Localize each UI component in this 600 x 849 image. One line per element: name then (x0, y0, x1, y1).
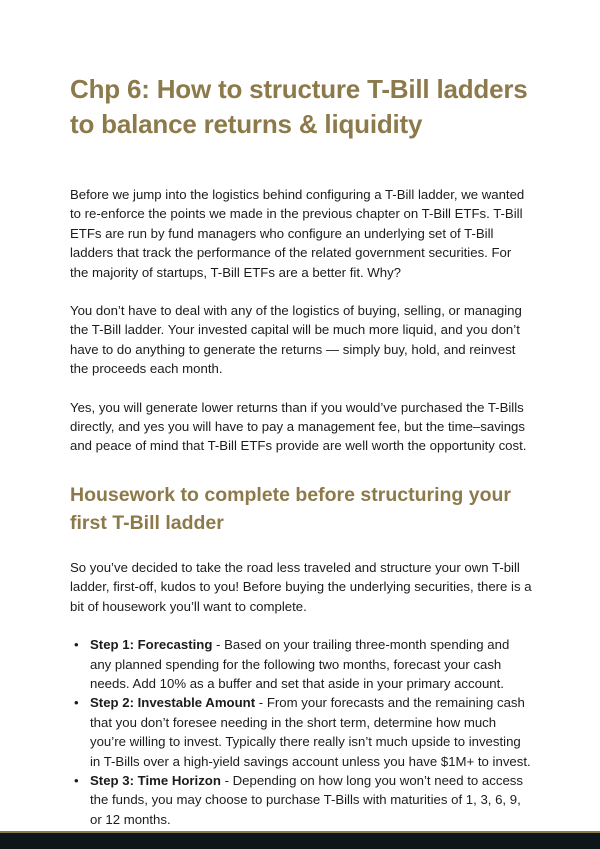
section-title (70, 481, 532, 537)
chapter-title-line-1: Chp 6: How to structure T-Bill ladders (70, 74, 528, 104)
paragraph-etf-tradeoff: Yes, you will generate lower returns than if you would’ve purchased the T-Bills directly, and yes you will have to pay a management fee, but the time–savings and peace of mind that T-Bill ETFs provide are well worth the opportunity cost. (70, 399, 527, 454)
step-label: Step 1: Forecasting (90, 637, 213, 653)
section-title-line-2: first T-Bill ladder (70, 511, 224, 534)
footer-accent-line (0, 831, 600, 833)
page-content (70, 72, 532, 829)
step-label: Step 3: Time Horizon (90, 772, 221, 788)
step-text: - From your forecasts and the remaining cash that you don’t foresee needing in the short term, determine how much you’re willing to invest. Typically there really isn’t much upside to investing in T-Bills over a high-yield savings account unless you have $1M+ to invest. (90, 695, 531, 769)
bullet-icon: • (74, 772, 79, 788)
paragraph-etf-logistics: You don’t have to deal with any of the logistics of buying, selling, or managing the T-Bill ladder. Your invested capital will be much more liquid, and you don’t have to do anything to generate the returns — simply buy, hold, and reinvest the proceeds each month. (70, 303, 522, 377)
step-text: - Based on your trailing three-month spending and any planned spending for the following two months, forecast your cash needs. Add 10% as a buffer and set that aside in your primary account. (90, 637, 510, 691)
footer-bar (0, 831, 600, 849)
chapter-title-line-2: to balance returns & liquidity (70, 109, 423, 139)
steps-list (70, 635, 532, 829)
section-intro-paragraph: So you’ve decided to take the road less traveled and structure your own T-bill ladder, first-off, kudos to you! Before buying the underlying securities, there is a bit of housework you’ll want to complete. (70, 559, 532, 614)
step-label: Step 2: Investable Amount (90, 695, 256, 711)
list-item (70, 693, 532, 771)
paragraph-etf-intro: Before we jump into the logistics behind configuring a T-Bill ladder, we wanted to re-enforce the points we made in the previous chapter on T-Bill ETFs. T-Bill ETFs are run by fund managers who configure an underlying set of T-Bill ladders that track the performance of the related government securities. For the majority of startups, T-Bill ETFs are a better fit. Why? (70, 187, 525, 280)
bullet-icon: • (74, 695, 79, 711)
step-text: - Depending on how long you won’t need to access the funds, you may choose to purchase T-Bills with maturities of 1, 3, 6, 9, or 12 months. (90, 772, 523, 827)
chapter-title (70, 72, 532, 142)
list-item (70, 771, 532, 829)
bullet-icon: • (74, 637, 79, 653)
list-item (70, 635, 532, 693)
section-title-line-1: Housework to complete before structuring your (70, 483, 511, 506)
